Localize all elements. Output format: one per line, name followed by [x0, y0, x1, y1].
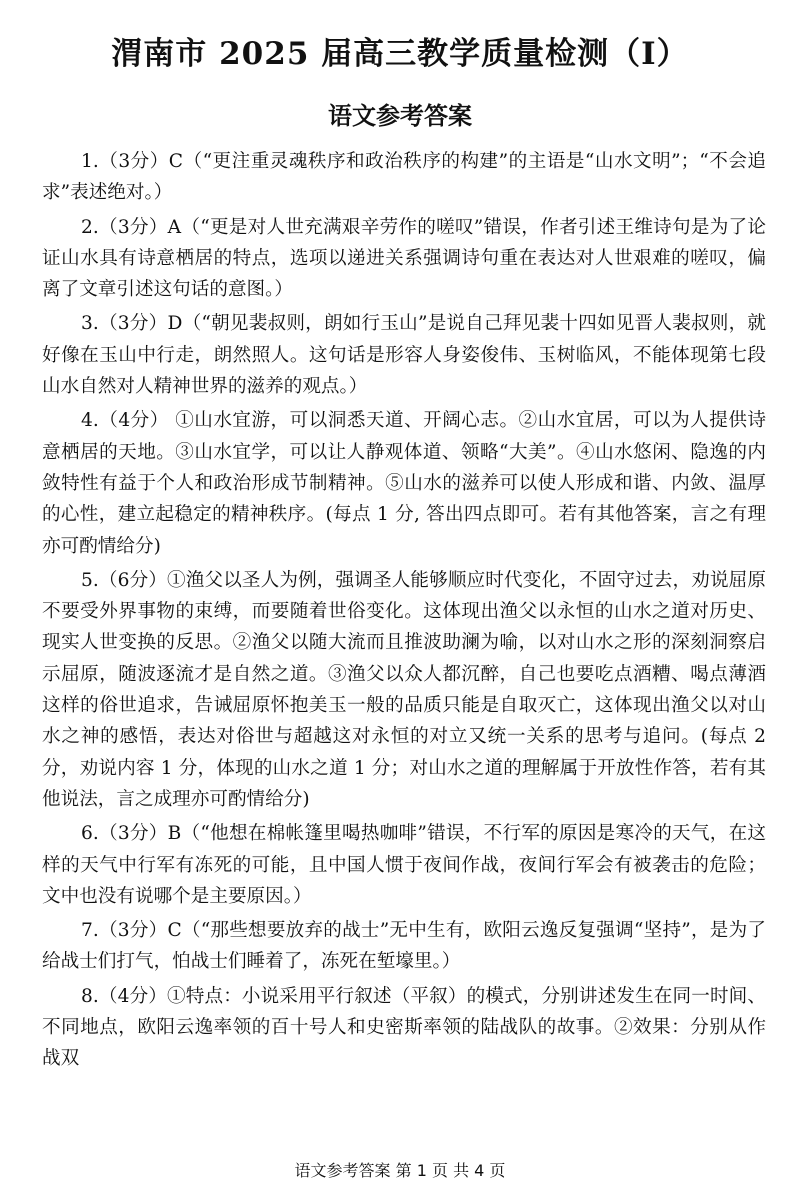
page-subtitle: 语文参考答案	[328, 102, 472, 130]
page-footer: 语文参考答案 第 1 页 共 4 页	[294, 1161, 506, 1180]
page-title: 渭南市 2025 届高三教学质量检测（Ⅰ）	[111, 36, 689, 72]
answer-item-5: 5.（6分）①渔父以圣人为例，强调圣人能够顺应时代变化，不固守过去，劝说屈原不要受外界事物的束缚，而要随着世俗变化。这体现出渔父以永恒的山水之道对历史、现实人世变换的反思。②渔父以随大流而且推波助澜为喻，以对山水之形的深刻洞察启示屈原，随波逐流才是自然之道。③渔父以众人都沉醉，自己也要吃点酒糟、喝点薄酒这样的俗世追求，告诫屈原怀抱美玉一般的品质只能是自取灭亡，这体现出渔父以对山水之神的感悟，表达对俗世与超越这对永恒的对立又统一关系的思考与追问。(每点 2 分，劝说内容 1 分，体现的山水之道 1 分；对山水之道的理解属于开放性作答，若有其他说法，言之成理亦可酌情给分)	[42, 569, 766, 810]
answer-list	[42, 146, 766, 1078]
answer-item-3: 3.（3分）D（“朝见裴叔则，朗如行玉山”是说自己拜见裴十四如见晋人裴叔则，就好像在玉山中行走，朗然照人。这句话是形容人身姿俊伟、玉树临风，不能体现第七段山水自然对人精神世界的滋养的观点。）	[42, 313, 766, 398]
answer-item-7: 7.（3分）C（“那些想要放弃的战士”无中生有，欧阳云逸反复强调“坚持”，是为了给战士们打气，怕战士们睡着了，冻死在堑壕里。）	[42, 920, 766, 973]
answer-item-6: 6.（3分）B（“他想在棉帐篷里喝热咖啡”错误，不行军的原因是寒冷的天气，在这样的天气中行军有冻死的可能，且中国人惯于夜间作战，夜间行军会有被袭击的危险；文中也没有说哪个是主要原因。）	[42, 823, 766, 907]
answer-item-8: 8.（4分）①特点：小说采用平行叙述（平叙）的模式，分别讲述发生在同一时间、不同地点，欧阳云逸率领的百十号人和史密斯率领的陆战队的故事。②效果：分别从作战双	[42, 985, 766, 1070]
answer-item-2: 2.（3分）A（“更是对人世充满艰辛劳作的嗟叹”错误，作者引述王维诗句是为了论证山水具有诗意栖居的特点，选项以递进关系强调诗句重在表达对人世艰难的嗟叹，偏离了文章引述这句话的意图。）	[42, 216, 766, 301]
answer-item-1: 1.（3分）C（“更注重灵魂秩序和政治秩序的构建”的主语是“山水文明”；“不会追求”表述绝对。）	[42, 151, 766, 204]
answer-item-4: 4.（4分） ①山水宜游，可以洞悉天道、开阔心志。②山水宜居，可以为人提供诗意栖居的天地。③山水宜学，可以让人静观体道、领略“大美”。④山水悠闲、隐逸的内敛特性有益于个人和政治形成节制精神。⑤山水的滋养可以使人形成和谐、内敛、温厚的心性，建立起稳定的精神秩序。(每点 1 分, 答出四点即可。若有其他答案，言之有理亦可酌情给分)	[42, 410, 766, 557]
